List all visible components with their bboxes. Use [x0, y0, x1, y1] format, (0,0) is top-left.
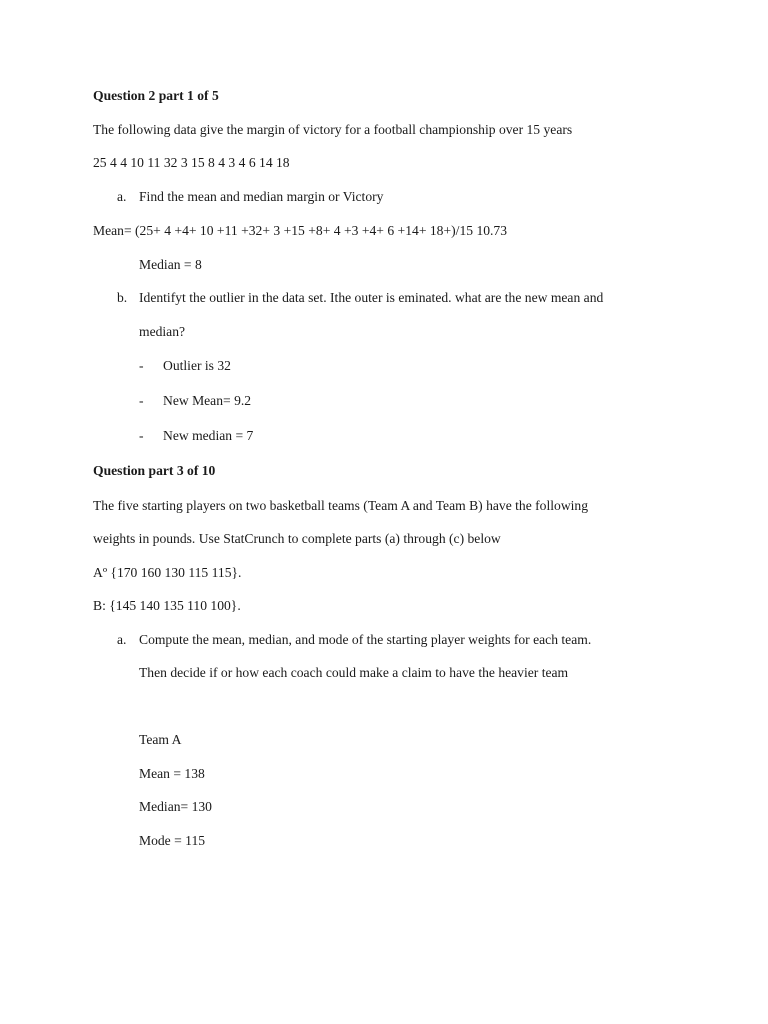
question-2-heading: Question 2 part 1 of 5 [93, 88, 219, 103]
q3-part-a-text-line2: Then decide if or how each coach could make a claim to have the heavier team [139, 665, 569, 680]
bullet-new-mean: New Mean= 9.2 [163, 393, 252, 408]
question-2-data: 25 4 4 10 11 32 3 15 8 4 3 4 6 14 18 [93, 155, 290, 170]
question-3-intro-line2: weights in pounds. Use StatCrunch to complete parts (a) through (c) below [93, 531, 501, 546]
bullet-outlier: Outlier is 32 [163, 358, 231, 373]
part-a-marker: a. [117, 189, 127, 204]
part-b-text-line2: median? [139, 324, 186, 339]
q3-part-a-text-line1: Compute the mean, median, and mode of the starting player weights for each team. [139, 632, 592, 647]
question-3-heading: Question part 3 of 10 [93, 463, 216, 478]
q3-part-a-marker: a. [117, 632, 127, 647]
part-b-text-line1: Identifyt the outlier in the data set. Ithe outer is eminated. what are the new mean and [139, 290, 604, 305]
team-b-data: B: {145 140 135 110 100}. [93, 598, 241, 613]
team-a-median: Median= 130 [139, 799, 212, 814]
part-a-text: Find the mean and median margin or Victory [139, 189, 384, 204]
median-result: Median = 8 [139, 257, 202, 272]
part-b-marker: b. [117, 290, 128, 305]
bullet-dash: - [139, 393, 144, 408]
bullet-dash: - [139, 428, 144, 443]
team-a-mode: Mode = 115 [139, 833, 206, 848]
question-3-intro-line1: The five starting players on two basketball teams (Team A and Team B) have the following [93, 498, 589, 513]
question-2-intro: The following data give the margin of victory for a football championship over 15 years [93, 122, 573, 137]
team-a-label: Team A [139, 732, 182, 747]
bullet-new-median: New median = 7 [163, 428, 254, 443]
team-a-data: Aº {170 160 130 115 115}. [93, 565, 242, 580]
mean-calculation: Mean= (25+ 4 +4+ 10 +11 +32+ 3 +15 +8+ 4 +3 +4+ 6 +14+ 18+)/15 10.73 [93, 223, 508, 238]
bullet-dash: - [139, 358, 144, 373]
team-a-mean: Mean = 138 [139, 766, 205, 781]
